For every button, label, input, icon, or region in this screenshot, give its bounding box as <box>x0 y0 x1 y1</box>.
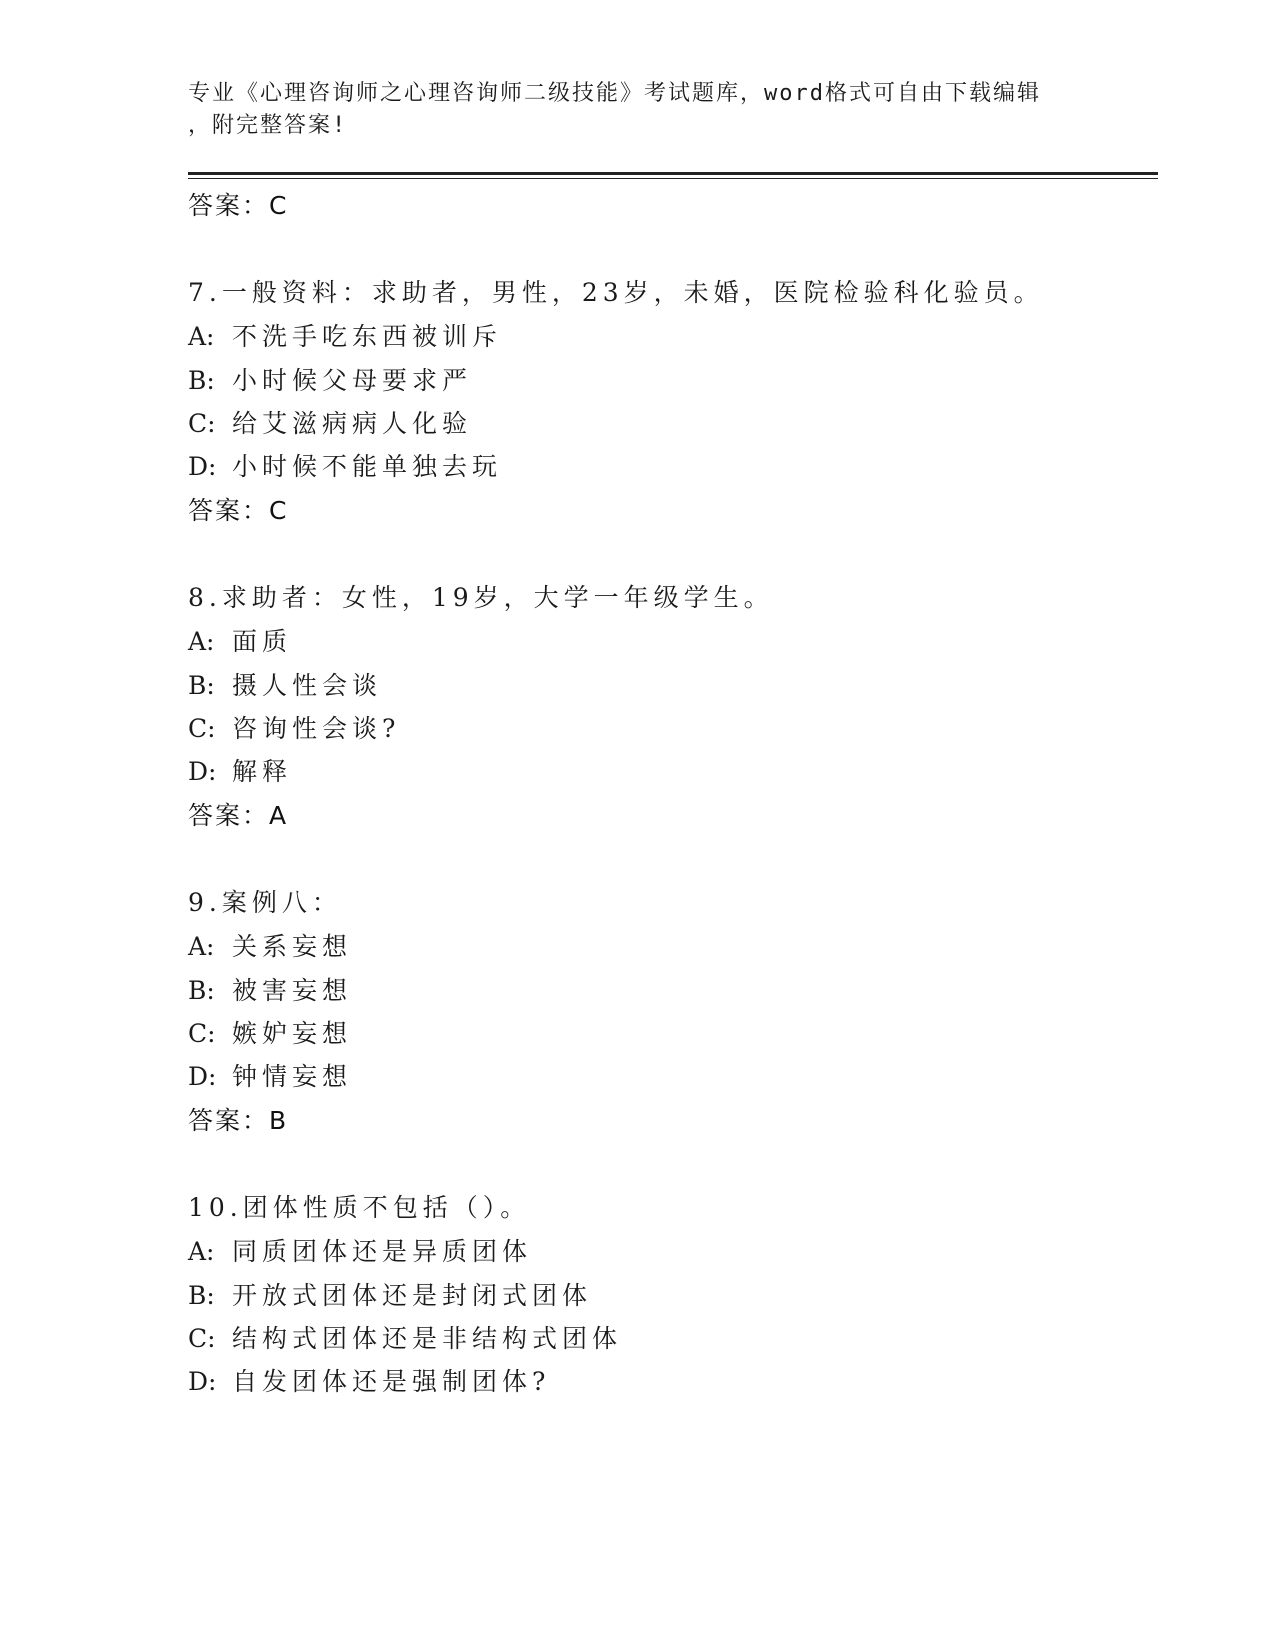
question-option <box>188 927 352 963</box>
option-text: 关系妄想 <box>232 932 353 961</box>
option-letter: C: <box>188 1019 216 1048</box>
question-title: 8.求助者：女性，19岁，大学一年级学生。 <box>188 583 774 612</box>
option-letter: D: <box>188 1062 217 1091</box>
option-text: 嫉妒妄想 <box>232 1019 353 1048</box>
document-page <box>188 0 1158 1650</box>
question-option <box>188 1232 532 1268</box>
option-letter: D: <box>188 1367 217 1396</box>
header-divider-thin <box>188 178 1158 179</box>
option-letter: B: <box>188 1281 215 1310</box>
question-title: 9.案例八： <box>188 888 342 917</box>
option-text: 小时候不能单独去玩 <box>232 452 503 481</box>
header-line-1: 专业《心理咨询师之心理咨询师二级技能》考试题库，word格式可自由下载编辑 <box>188 81 1041 106</box>
option-letter: A: <box>188 627 215 656</box>
question-option <box>188 666 382 702</box>
option-text: 摄人性会谈 <box>232 671 383 700</box>
option-letter: B: <box>188 976 215 1005</box>
option-text: 被害妄想 <box>232 976 353 1005</box>
question-option <box>188 317 502 353</box>
option-letter: C: <box>188 1324 216 1353</box>
option-letter: A: <box>188 322 215 351</box>
question-option <box>188 404 472 440</box>
question-option <box>188 622 292 658</box>
option-text: 小时候父母要求严 <box>232 366 473 395</box>
option-text: 给艾滋病病人化验 <box>232 409 473 438</box>
option-letter: B: <box>188 366 215 395</box>
header-divider-thick <box>188 172 1158 175</box>
option-letter: C: <box>188 714 216 743</box>
option-text: 同质团体还是异质团体 <box>232 1237 533 1266</box>
option-text: 开放式团体还是封闭式团体 <box>232 1281 593 1310</box>
option-letter: B: <box>188 671 215 700</box>
question-option <box>188 1319 622 1355</box>
question-option <box>188 361 472 397</box>
question-title: 7.一般资料：求助者，男性，23岁，未婚，医院检验科化验员。 <box>188 278 1044 307</box>
question-option <box>188 1276 592 1312</box>
option-text: 咨询性会谈? <box>232 714 401 743</box>
question-option <box>188 1014 352 1050</box>
question-title: 10.团体性质不包括（）。 <box>188 1193 531 1222</box>
option-letter: C: <box>188 409 216 438</box>
option-letter: A: <box>188 1237 215 1266</box>
answer-line: 答案：C <box>188 496 289 525</box>
option-text: 解释 <box>232 757 293 786</box>
option-text: 不洗手吃东西被训斥 <box>232 322 503 351</box>
question-option <box>188 971 352 1007</box>
answer-line: 答案：A <box>188 801 289 830</box>
answer-line: 答案：B <box>188 1106 289 1135</box>
question-option <box>188 752 292 788</box>
option-text: 面质 <box>232 627 293 656</box>
option-text: 结构式团体还是非结构式团体 <box>232 1324 623 1353</box>
option-letter: D: <box>188 757 217 786</box>
option-letter: D: <box>188 452 217 481</box>
option-letter: A: <box>188 932 215 961</box>
header-line-2: ，附完整答案! <box>188 113 348 138</box>
question-option <box>188 1362 550 1398</box>
question-option <box>188 1057 352 1093</box>
question-option <box>188 709 400 745</box>
question-option <box>188 447 502 483</box>
option-text: 自发团体还是强制团体? <box>232 1367 551 1396</box>
answer-line: 答案：C <box>188 191 289 220</box>
option-text: 钟情妄想 <box>232 1062 353 1091</box>
